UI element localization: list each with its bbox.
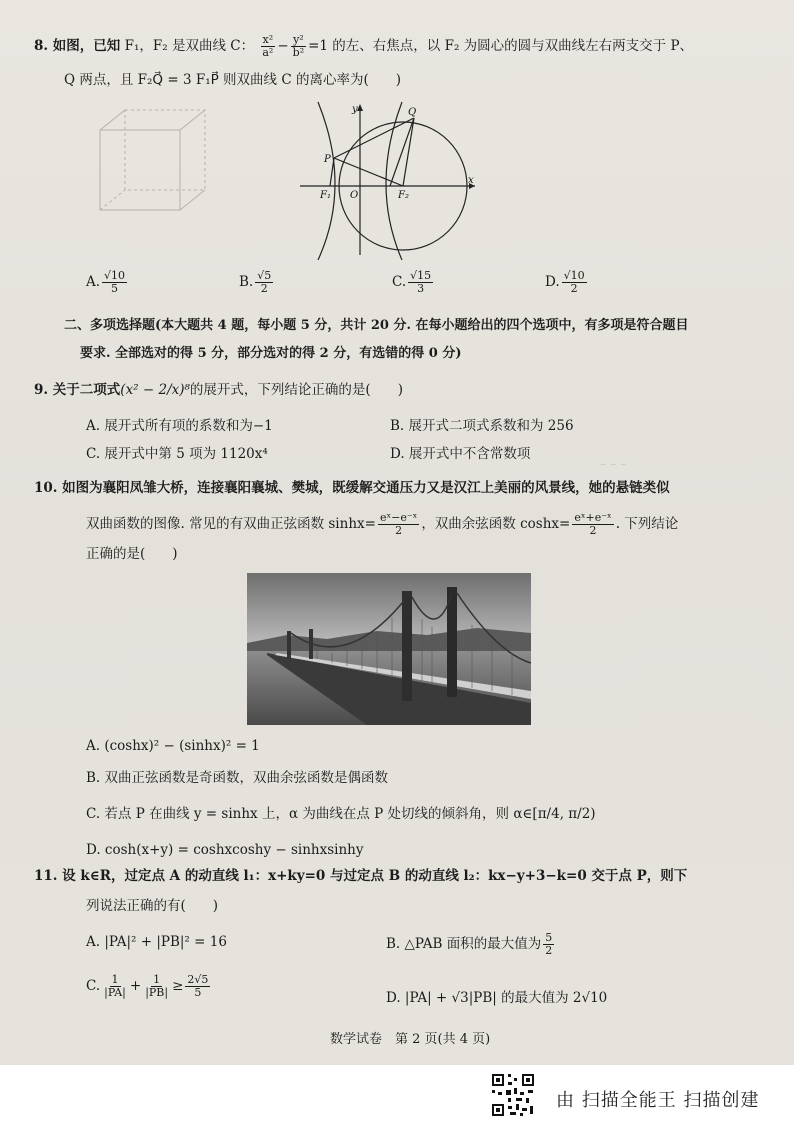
segment-F2Q — [403, 118, 414, 186]
q10-option-c: C. 若点 P 在曲线 y = sinhx 上，α 为曲线在点 P 处切线的倾斜角，则 α∈[π/4, π/2) — [86, 806, 596, 822]
label-F1: F₁ — [320, 190, 331, 201]
q10-option-b: B. 双曲正弦函数是奇函数，双曲余弦函数是偶函数 — [86, 770, 389, 786]
bridge-photo — [247, 573, 531, 725]
q9-option-b: B. 展开式二项式系数和为 256 — [390, 418, 574, 434]
label-Q: Q — [408, 107, 417, 118]
hyperbola-figure — [290, 100, 480, 260]
q9-option-c: C. 展开式中第 5 项为 1120x⁴ — [86, 446, 268, 462]
section2-heading: 二、多项选择题(本大题共 4 题，每小题 5 分，共计 20 分. 在每小题给出的四个选项中，有多项是符合题目 — [64, 318, 689, 333]
q11-line1: 11. 设 k∈R，过定点 A 的动直线 l₁：x+ky=0 与过定点 B 的动直线 l₂：kx−y+3−k=0 交于点 P，则下 — [34, 868, 688, 884]
label-O: O — [350, 190, 359, 201]
scanner-watermark-bar — [0, 1065, 794, 1124]
label-x: x — [468, 175, 474, 186]
q9-option-d: D. 展开式中不含常数项 — [390, 446, 531, 462]
bleed-through-text: ⁻ ⁻ ⁻ — [600, 460, 627, 474]
q10-line2: 双曲函数的图像. 常见的有双曲正弦函数 sinhx= $\frac{\text{eˣ−e⁻ˣ}}{2}$ ，双曲余弦函数 coshx= $\frac{\text{eˣ+e⁻ˣ}}{2}$ . 下列结论 — [86, 511, 679, 538]
q8-frac-y: $\frac{\text{y²}}{\text{b²}}$ — [292, 33, 305, 60]
q8-option-a: A. $\frac{√10}{5}$ — [86, 269, 126, 296]
q8-frac-x: $\frac{\text{x²}}{\text{a²}}$ — [262, 33, 274, 60]
q10-option-d: D. cosh(x+y) = coshxcoshy − sinhxsinhy — [86, 842, 364, 858]
q8-number: 8. 如图，已知 — [34, 38, 121, 55]
q11-option-a: A. |PA|² + |PB|² = 16 — [86, 934, 227, 950]
label-F2: F₂ — [398, 190, 409, 201]
q8-line1: 8. 如图，已知 F₁，F₂ 是双曲线 C： $\frac{\text{x²}}{\text{a²}}$ − $\frac{\text{y²}}{\text{b²}}$ =1 的左、右焦点，以 F₂ 为圆心的圆与双曲线左右两支交于 P、 — [34, 33, 694, 60]
q9-stem: 9. 关于二项式(x² − 2/x)⁸的展开式，下列结论正确的是( ) — [34, 382, 403, 398]
q8-option-c: C. $\frac{√15}{3}$ — [392, 269, 432, 296]
q11-option-b: B. △PAB 面积的最大值为 $\frac{5}{2}$ — [386, 931, 553, 958]
page-footer: 数学试卷 第 2 页(共 4 页) — [330, 1032, 491, 1047]
label-P: P — [324, 154, 331, 165]
q9-option-a: A. 展开式所有项的系数和为−1 — [86, 418, 273, 434]
q10-option-a: A. (coshx)² − (sinhx)² = 1 — [86, 738, 260, 754]
section2-heading-line2: 要求. 全部选对的得 5 分，部分选对的得 2 分，有选错的得 0 分) — [80, 346, 462, 361]
q10-line1: 10. 如图为襄阳凤雏大桥，连接襄阳襄城、樊城，既缓解交通压力又是汉江上美丽的风景线，她的悬链类似 — [34, 480, 670, 496]
q8-option-d: D. $\frac{√10}{2}$ — [545, 269, 585, 296]
q11-option-d: D. |PA| + √3|PB| 的最大值为 2√10 — [386, 990, 608, 1006]
q11-line2: 列说法正确的有( ) — [86, 898, 219, 914]
qr-code-icon — [490, 1072, 536, 1118]
segment-PF2 — [334, 158, 403, 186]
left-hyperbola-branch — [318, 102, 335, 260]
q8-line2: Q 两点，且 F₂Q⃗ = 3 F₁P⃗ 则双曲线 C 的离心率为( ) — [64, 72, 401, 88]
q10-line3: 正确的是( ) — [86, 546, 178, 562]
q8-option-b: B. $\frac{√5}{2}$ — [239, 269, 272, 296]
label-y: y — [352, 104, 358, 115]
q11-option-c: C. $\frac{1}{|PA|}$ + $\frac{1}{|PB|}$ ≥ $\frac{2√5}{5}$ — [86, 973, 209, 1000]
bleed-through-cube-figure — [80, 100, 210, 230]
scanner-watermark-text: 由 扫描全能王 扫描创建 — [556, 1090, 760, 1111]
